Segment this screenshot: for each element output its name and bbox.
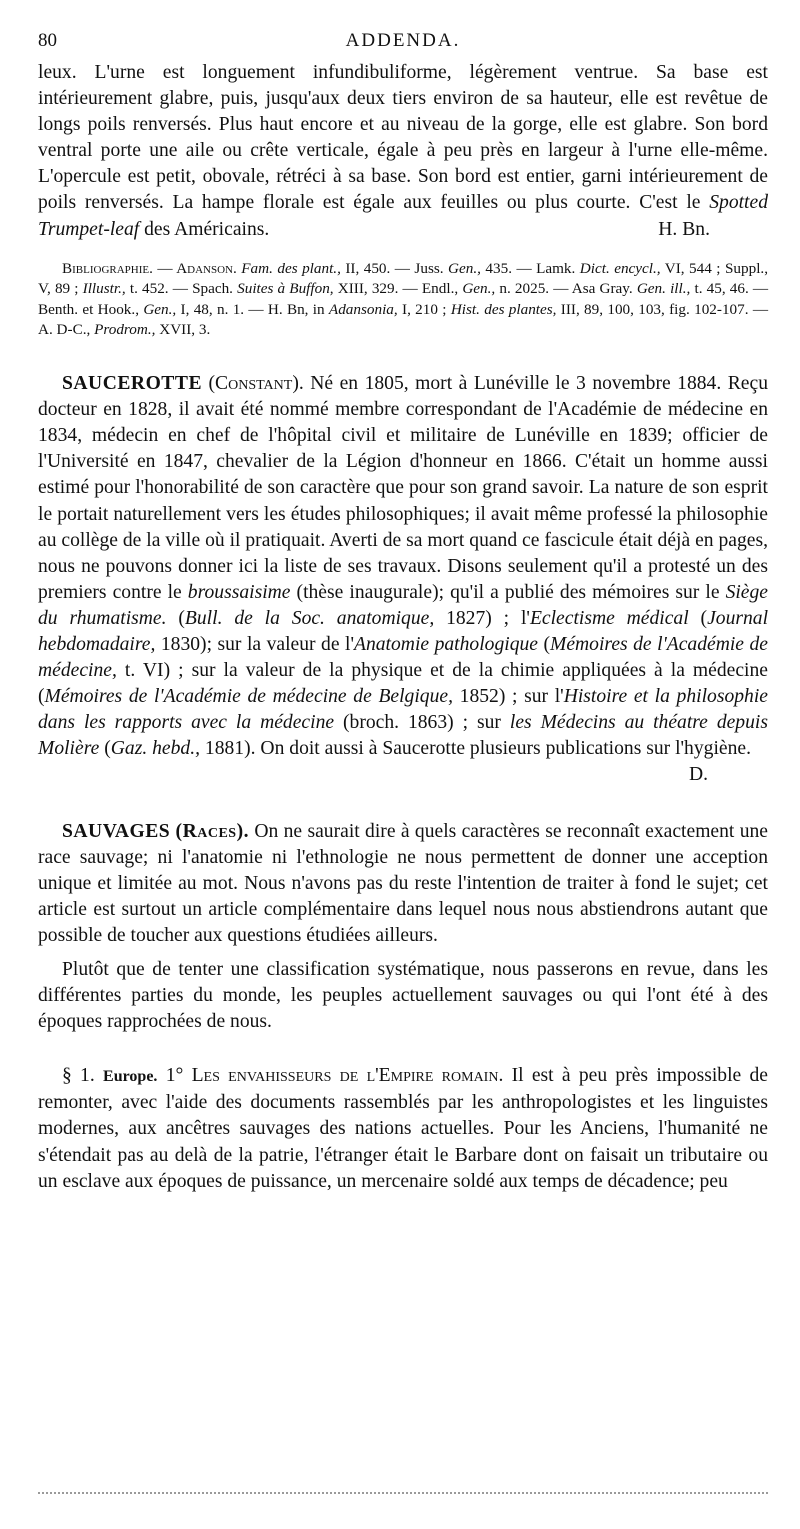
text: 1852) ; sur l' <box>452 686 564 708</box>
author-signature: D. <box>688 764 708 786</box>
subsection-title: Les envahisseurs de l'Empire romain. <box>191 1065 504 1087</box>
page-body <box>38 60 768 1195</box>
bibliography-label: Bibliographie. <box>62 259 153 277</box>
italic-text: Adansonia, <box>328 300 398 318</box>
italic-text: Prodrom., <box>94 321 156 339</box>
text: n. 2025. — Asa Gray. <box>499 280 633 298</box>
text: I, 210 ; <box>402 300 447 318</box>
italic-text: les Médecins au théatre depuis Molière <box>38 712 768 760</box>
text: ( <box>166 607 185 629</box>
italic-text: broussaisime <box>187 581 291 603</box>
text: (thèse inaugurale); qu'il a publié des mémoires sur le <box>290 581 726 603</box>
entry-headword: SAUCEROTTE <box>62 373 203 395</box>
italic-text: Siège du rhumatisme. <box>38 581 768 629</box>
text: 1827) ; l' <box>434 607 530 629</box>
text: des Américains. <box>139 218 270 240</box>
text: t. 45, 46. — Benth. et Hook., <box>38 280 769 318</box>
text: (broch. 1863) ; sur <box>334 712 510 734</box>
page-number: 80 <box>38 30 57 51</box>
italic-text: Gen., <box>462 280 496 298</box>
bibliography <box>38 259 768 341</box>
entry-qualifier: (Races). <box>175 820 249 842</box>
italic-text: Gen. ill., <box>636 280 691 298</box>
text: t. VI) ; sur la valeur de la physique et de la chimie appliquées à la médecine ( <box>38 660 768 708</box>
italic-text: Hist. des plantes, <box>450 300 557 318</box>
running-title: ADDENDA. <box>345 30 461 51</box>
paragraph-sarracenia-end <box>38 60 768 243</box>
text: I, 48, n. 1. — H. Bn, in <box>180 300 325 318</box>
paragraph-sauvages-2: Plutôt que de tenter une classification systématique, nous passerons en revue, dans les différentes parties du monde, les peuples actuellement sauvages ou qui l'ont été à des époques rapprochées de nous. <box>38 959 768 1033</box>
text: XVII, 3. <box>159 321 211 339</box>
italic-text: Mémoires de l'Académie de médecine, <box>38 633 768 682</box>
italic-text: Suites à Buffon, <box>237 280 334 298</box>
italic-text: Gaz. hebd., <box>110 738 201 760</box>
italic-text: Anatomie pathologique <box>354 633 538 655</box>
italic-text: Histoire et la philosophie dans les rapports avec la médecine <box>38 686 768 734</box>
bottom-rule <box>38 1492 768 1494</box>
italic-text: Gen., <box>143 300 177 318</box>
text: On ne saurait dire à quels caractères se reconnaît exactement une race sauvage; ni l'anatomie ni l'ethnologie ne nous permettent de donner une acception unique et limitée au mot. Nous n'avons pas du reste l'intention de traiter à fond le sujet; cet article est surtout un article complémentaire dans lequel nous nous abstiendrons autant que possible de toucher aux questions étudiées ailleurs. <box>38 820 769 946</box>
text: XIII, 329. — Endl., <box>337 280 459 298</box>
text: ( <box>538 633 551 655</box>
italic-text: Journal hebdomadaire, <box>38 607 769 655</box>
text: ( <box>688 607 708 629</box>
italic-text: Gen., <box>448 259 481 277</box>
entry-qualifier: (Constant). <box>208 373 304 395</box>
text: leux. L'urne est longuement infundibuliforme, légèrement ventrue. Sa base est intérieurement glabre, puis, jusqu'aux deux tiers environ de sa hauteur, elle est revêtue de longs poils renversés. Plus haut encore et au niveau de la gorge, elle est glabre. Son bord ventral porte une aile ou crête verticale, égale à peu près en largeur à l'urne elle-même. L'opercule est petit, obovale, rétréci à sa base. Son bord est entier, garni intérieurement de poils renversés. La hampe florale est égale aux feuilles ou plus courte. C'est le <box>38 62 768 214</box>
text: 1881). On doit aussi à Saucerotte plusieurs publications sur l'hygiène. <box>200 738 751 760</box>
subsection-number: 1° <box>165 1065 184 1087</box>
entry-headword: SAUVAGES <box>62 820 171 842</box>
italic-text: Bull. de la Soc. anatomique, <box>184 607 435 629</box>
text: — Adanson. <box>157 259 237 277</box>
page-header <box>38 30 768 56</box>
italic-text: Spotted Trumpet-leaf <box>38 192 768 240</box>
text: II, 450. — Juss. <box>345 259 444 277</box>
section-label: Europe. <box>103 1068 158 1086</box>
italic-text: Eclectisme médical <box>529 607 689 629</box>
entry-sauvages <box>38 819 768 949</box>
author-signature: H. Bn. <box>658 218 710 240</box>
text: 1830); sur la valeur de l' <box>155 633 354 655</box>
text: VI, 544 ; Suppl., V, 89 ; <box>38 259 769 298</box>
text: Né en 1805, mort à Lunéville le 3 novembre 1884. Reçu docteur en 1828, il avait été nommé membre correspondant de l'Académie de médecine en 1834, médecin en chef de l'hôpital civil et militaire de Lunéville en 1839; officier de l'Université en 1847, chevalier de la Légion d'honneur en 1866. C'était un homme aussi estimé pour l'honorabilité de son caractère que pour son grand savoir. La nature de son esprit le portait naturellement vers les études philosophiques; il avait même professé la philosophie au collège de la ville où il pratiquait. Averti de sa mort quand ce fascicule était déjà en pages, nous ne pouvons donner ici la liste de ses travaux. Disons seulement qu'il a protesté un des premiers contre le <box>38 373 768 603</box>
italic-text: Illustr., <box>82 280 126 298</box>
italic-text: Mémoires de l'Académie de médecine de Belgique, <box>44 686 453 708</box>
italic-text: Dict. encycl., <box>579 259 661 277</box>
section-number: § 1. <box>62 1065 95 1087</box>
entry-saucerotte <box>38 371 768 789</box>
text: t. 452. — Spach. <box>129 280 233 298</box>
text: III, 89, 100, 103, fig. 102-107. — A. D-C., <box>38 300 769 339</box>
text: 435. — Lamk. <box>485 259 576 277</box>
text: Il est à peu près impossible de remonter, avec l'aide des documents rassemblés par les anthropologistes et les linguistes modernes, aux ancêtres sauvages des nations actuelles. Pour les Anciens, l'humanité ne s'étendait pas au delà de la patrie, l'étranger était le Barbare dont on faisait un tributaire ou un esclave aux époques de puissance, un mercenaire soldé aux temps de décadence; peu <box>38 1065 768 1192</box>
italic-text: Fam. des plant., <box>241 259 341 277</box>
section-europe <box>38 1063 768 1194</box>
text: ( <box>99 738 111 760</box>
